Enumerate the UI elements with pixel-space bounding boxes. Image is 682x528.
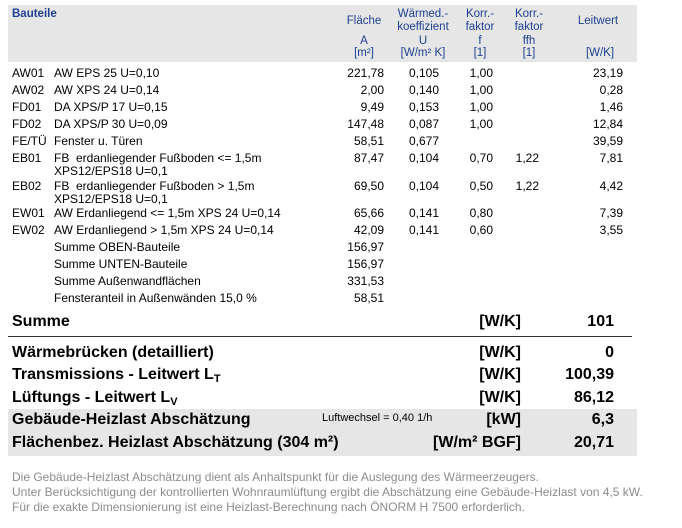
flaechenbez-value: 20,71 [573,434,614,451]
component-code: FD02 [12,117,42,131]
summary-label: Fensteranteil in Außenwänden 15,0 % [54,291,257,305]
summary-area-value: 156,97 [347,240,384,254]
u-value: 0,141 [408,206,439,220]
leitwert-value: 39,59 [592,134,623,148]
leitwert-value: 12,84 [592,117,623,131]
f-value: 1,00 [469,66,493,80]
header-u-unit: [W/m² K] [400,47,446,59]
summary-area-value: 58,51 [353,291,384,305]
summe-value: 101 [587,313,614,330]
summary-row [0,290,682,307]
header-flaeche-unit: [m²] [354,47,374,59]
description-line: XPS12/EPS18 U=0,1 [54,191,168,206]
table-row [0,222,682,239]
footer-notes [12,470,643,515]
ffh-value: 1,22 [515,178,539,193]
heizlast-label: Gebäude-Heizlast Abschätzung [12,411,251,428]
table-row [0,205,682,222]
lueftung-label-subscript: V [170,396,178,408]
summary-label: Summe OBEN-Bauteile [54,240,181,254]
total-row-flaechenbez [0,433,682,453]
heizlast-value: 6,3 [591,411,614,428]
area-value: 147,48 [347,117,384,131]
header-leitwert-unit: [W/K] [585,47,615,59]
component-code: AW01 [12,66,45,80]
component-description [54,65,159,80]
table-row [0,65,682,82]
header-flaeche-symbol: A [360,35,368,47]
leitwert-value: 0,28 [599,83,623,97]
transmission-unit: [W/K] [479,366,521,383]
f-value: 1,00 [469,100,493,114]
f-value: 1,00 [469,83,493,97]
description-line: AW EPS 25 U=0,10 [54,66,160,80]
summary-area-value: 156,97 [347,257,384,271]
description-line: AW Erdanliegend <= 1,5m XPS 24 U=0,14 [54,206,281,220]
component-description [54,178,254,206]
area-value: 87,47 [353,151,384,165]
flaechenbez-label: Flächenbez. Heizlast Abschätzung (304 m²) [12,434,339,451]
total-row-transmission [0,365,682,385]
summary-row [0,239,682,256]
component-description [54,205,281,220]
table-row [0,178,682,206]
header-ffh-label-line1: Korr.- [514,8,544,20]
leitwert-value: 4,42 [599,178,623,193]
area-value: 9,49 [360,100,384,114]
table-row [0,133,682,150]
total-row-heizlast [0,410,682,430]
component-description [54,99,168,114]
leitwert-value: 23,19 [592,66,623,80]
u-value: 0,104 [408,151,439,165]
table-row [0,99,682,116]
area-value: 42,09 [353,223,384,237]
component-description [54,116,168,131]
header-ffh-symbol: ffh [522,35,536,47]
transmission-label-subscript: T [213,373,221,385]
header-u-label-line1: Wärmed.- [397,8,449,20]
area-value: 2,00 [360,83,384,97]
description-line: XPS12/EPS18 U=0,1 [54,164,168,178]
header-u-symbol: U [418,35,428,47]
table-row [0,150,682,178]
transmission-label [12,365,221,385]
summary-row [0,273,682,290]
u-value: 0,141 [408,223,439,237]
summe-label: Summe [12,313,70,330]
f-value: 0,60 [469,223,493,237]
f-value: 1,00 [469,117,493,131]
description-line: Fenster u. Türen [54,134,143,148]
component-description [54,150,261,178]
waermebruecken-unit: [W/K] [479,344,521,361]
description-line: FB erdanliegender Fußboden > 1,5m [54,178,255,193]
description-line: AW Erdanliegend > 1,5m XPS 24 U=0,14 [54,223,274,237]
divider-line [8,336,632,337]
lueftung-value: 86,12 [573,389,614,406]
description-line: FB erdanliegender Fußboden <= 1,5m [54,151,262,165]
waermebruecken-value: 0 [605,344,614,361]
leitwert-value: 1,46 [599,100,623,114]
header-ffh-label-line2: faktor [514,21,544,33]
summary-label: Summe UNTEN-Bauteile [54,257,188,271]
component-code: FD01 [12,100,42,114]
u-value: 0,104 [408,178,439,193]
summary-row [0,256,682,273]
header-flaeche-label: Fläche [346,15,382,27]
total-row-summe [0,312,682,332]
leitwert-value: 7,81 [599,151,623,165]
table-row [0,82,682,99]
u-value: 0,153 [408,100,439,114]
description-line: AW XPS 24 U=0,14 [54,83,160,97]
heizlast-unit: [kW] [486,411,521,428]
header-leitwert-label: Leitwert [577,15,619,27]
luftwechsel-note: Luftwechsel = 0,40 1/h [322,412,433,424]
transmission-label-text: Transmissions - Leitwert L [12,366,214,383]
total-row-lueftung [0,388,682,408]
waermebruecken-label: Wärmebrücken (detailliert) [12,344,214,361]
lueftung-label [12,388,178,408]
leitwert-value: 3,55 [599,223,623,237]
area-value: 58,51 [353,134,384,148]
summary-area-value: 331,53 [347,274,384,288]
area-value: 221,78 [347,66,384,80]
note-line: Unter Berücksichtigung der kontrollierten Wohnraumlüftung ergibt die Abschätzung eine Gebäude-Heizlast von 4,5 kW. [12,485,643,499]
header-f-label-line2: faktor [465,21,495,33]
f-value: 0,70 [469,151,493,165]
summary-label: Summe Außenwandflächen [54,274,201,288]
f-value: 0,80 [469,206,493,220]
u-value: 0,087 [408,117,439,131]
header-ffh-unit: [1] [522,47,536,59]
header-f-symbol: f [478,35,482,47]
component-description [54,133,143,148]
lueftung-unit: [W/K] [479,389,521,406]
u-value: 0,140 [408,83,439,97]
header-bauteile: Bauteile [12,8,57,20]
note-line: Die Gebäude-Heizlast Abschätzung dient als Anhaltspunkt für die Auslegung des Wärmeerzeugers. [12,470,539,484]
component-code: EB01 [12,151,42,165]
total-row-waermebruecken [0,343,682,363]
description-line: DA XPS/P 30 U=0,09 [54,117,168,131]
area-value: 65,66 [353,206,384,220]
header-f-label-line1: Korr.- [465,8,495,20]
summe-unit: [W/K] [479,313,521,330]
component-code: EW01 [12,206,45,220]
header-f-unit: [1] [473,47,487,59]
component-code: EW02 [12,223,45,237]
transmission-value: 100,39 [565,366,614,383]
u-value: 0,677 [408,134,439,148]
description-line: DA XPS/P 17 U=0,15 [54,100,168,114]
component-description [54,82,159,97]
header-u-label-line2: koeffizient [397,21,449,33]
component-description [54,222,274,237]
flaechenbez-unit: [W/m² BGF] [433,434,521,451]
component-code: FE/TÜ [12,134,47,148]
table-row [0,116,682,133]
component-code: AW02 [12,83,45,97]
ffh-value: 1,22 [515,151,539,165]
u-value: 0,105 [408,66,439,80]
leitwert-value: 7,39 [599,206,623,220]
component-code: EB02 [12,178,42,193]
lueftung-label-text: Lüftungs - Leitwert L [12,389,171,406]
f-value: 0,50 [469,178,493,193]
area-value: 69,50 [353,178,384,193]
note-line: Für die exakte Dimensionierung ist eine Heizlast-Berechnung nach ÖNORM H 7500 erforderlich. [12,500,525,514]
